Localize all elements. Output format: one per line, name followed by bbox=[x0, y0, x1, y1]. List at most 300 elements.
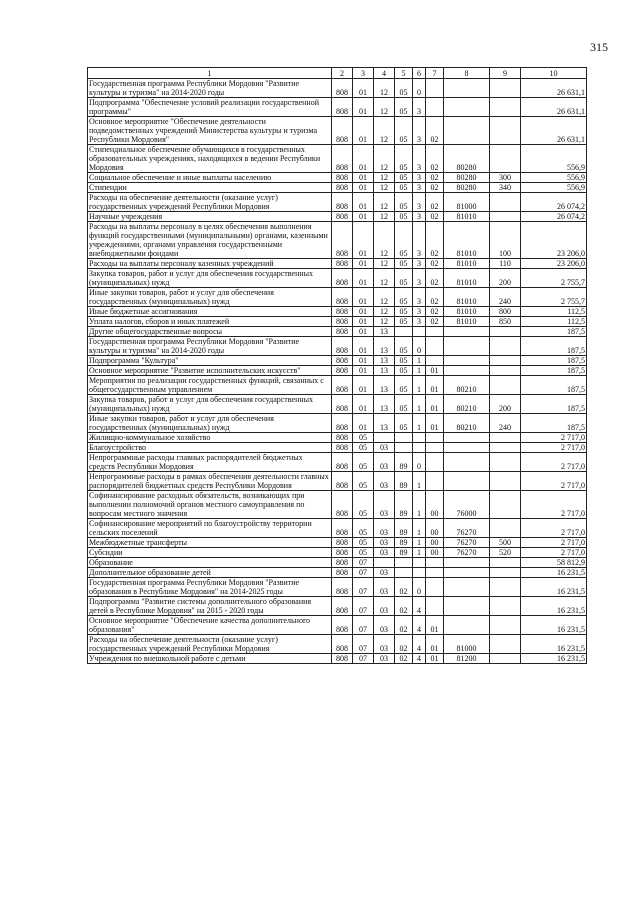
code-cell: 3 bbox=[413, 117, 426, 145]
row-name-cell: Дополнительное образование детей bbox=[88, 568, 332, 578]
code-cell: 808 bbox=[332, 395, 353, 414]
code-cell: 05 bbox=[395, 307, 413, 317]
sum-cell: 2 717,0 bbox=[521, 443, 587, 453]
code-cell: 80210 bbox=[444, 395, 490, 414]
code-cell bbox=[426, 433, 444, 443]
code-cell: 05 bbox=[395, 145, 413, 173]
code-cell: 01 bbox=[353, 79, 374, 98]
code-cell: 01 bbox=[353, 259, 374, 269]
code-cell bbox=[444, 98, 490, 117]
code-cell: 3 bbox=[413, 222, 426, 259]
code-cell: 1 bbox=[413, 491, 426, 519]
sum-cell: 16 231,5 bbox=[521, 616, 587, 635]
code-cell: 01 bbox=[353, 173, 374, 183]
code-cell: 12 bbox=[374, 307, 395, 317]
code-cell: 81010 bbox=[444, 269, 490, 288]
code-cell: 3 bbox=[413, 145, 426, 173]
code-cell bbox=[395, 443, 413, 453]
code-cell: 01 bbox=[353, 145, 374, 173]
code-cell: 89 bbox=[395, 548, 413, 558]
code-cell: 81200 bbox=[444, 654, 490, 664]
sum-cell: 187,5 bbox=[521, 327, 587, 337]
code-cell: 01 bbox=[353, 327, 374, 337]
code-cell bbox=[490, 193, 521, 212]
row-name-cell: Основное мероприятие "Обеспечение деятельности подведомственных учреждений Министерства культуры и туризма Республики Мордовия" bbox=[88, 117, 332, 145]
table-row bbox=[88, 183, 587, 193]
row-name-cell: Подпрограмма "Обеспечение условий реализации государственной программы" bbox=[88, 98, 332, 117]
code-cell: 850 bbox=[490, 317, 521, 327]
row-name-cell: Государственная программа Республики Мордовия "Развитие образования в Республике Мордовия" на 2014-2025 годы bbox=[88, 578, 332, 597]
code-cell: 1 bbox=[413, 538, 426, 548]
code-cell: 1 bbox=[413, 395, 426, 414]
row-name-cell: Социальное обеспечение и иные выплаты населению bbox=[88, 173, 332, 183]
column-header: 7 bbox=[426, 68, 444, 79]
code-cell: 89 bbox=[395, 519, 413, 538]
row-name-cell: Мероприятия по реализации государственных функций, связанных с общегосударственным управлением bbox=[88, 376, 332, 395]
table-row bbox=[88, 288, 587, 307]
code-cell: 01 bbox=[426, 616, 444, 635]
row-name-cell: Другие общегосударственные вопросы bbox=[88, 327, 332, 337]
code-cell: 0 bbox=[413, 79, 426, 98]
row-name-cell: Подпрограмма "Развитие системы дополнительного образования детей в Республике Мордовия" на 2015 - 2020 годы bbox=[88, 597, 332, 616]
code-cell: 03 bbox=[374, 616, 395, 635]
code-cell: 01 bbox=[353, 288, 374, 307]
code-cell: 01 bbox=[426, 376, 444, 395]
table-row bbox=[88, 616, 587, 635]
code-cell bbox=[374, 558, 395, 568]
sum-cell: 187,5 bbox=[521, 356, 587, 366]
code-cell: 808 bbox=[332, 568, 353, 578]
code-cell: 808 bbox=[332, 376, 353, 395]
code-cell bbox=[426, 356, 444, 366]
code-cell bbox=[426, 327, 444, 337]
code-cell: 4 bbox=[413, 597, 426, 616]
code-cell bbox=[413, 433, 426, 443]
code-cell: 02 bbox=[395, 635, 413, 654]
code-cell: 05 bbox=[395, 288, 413, 307]
code-cell: 01 bbox=[426, 414, 444, 433]
code-cell: 05 bbox=[395, 222, 413, 259]
code-cell bbox=[490, 443, 521, 453]
sum-cell: 26 074,2 bbox=[521, 212, 587, 222]
code-cell: 02 bbox=[426, 259, 444, 269]
row-name-cell: Расходы на выплаты персоналу казенных учреждений bbox=[88, 259, 332, 269]
code-cell: 1 bbox=[413, 366, 426, 376]
code-cell: 01 bbox=[353, 337, 374, 356]
table-row bbox=[88, 259, 587, 269]
table-row bbox=[88, 193, 587, 212]
code-cell: 808 bbox=[332, 307, 353, 317]
column-header: 6 bbox=[413, 68, 426, 79]
sum-cell: 16 231,5 bbox=[521, 568, 587, 578]
code-cell bbox=[490, 79, 521, 98]
code-cell: 808 bbox=[332, 654, 353, 664]
code-cell bbox=[444, 578, 490, 597]
table-row bbox=[88, 222, 587, 259]
sum-cell: 187,5 bbox=[521, 366, 587, 376]
column-header: 9 bbox=[490, 68, 521, 79]
code-cell: 12 bbox=[374, 212, 395, 222]
sum-cell: 23 206,0 bbox=[521, 222, 587, 259]
code-cell: 05 bbox=[395, 356, 413, 366]
sum-cell: 187,5 bbox=[521, 337, 587, 356]
code-cell: 01 bbox=[353, 356, 374, 366]
code-cell: 05 bbox=[395, 117, 413, 145]
code-cell: 1 bbox=[413, 356, 426, 366]
code-cell: 05 bbox=[395, 212, 413, 222]
code-cell: 0 bbox=[413, 578, 426, 597]
code-cell: 05 bbox=[353, 491, 374, 519]
code-cell bbox=[395, 327, 413, 337]
code-cell bbox=[413, 443, 426, 453]
table-row bbox=[88, 79, 587, 98]
code-cell: 520 bbox=[490, 548, 521, 558]
code-cell bbox=[426, 558, 444, 568]
row-name-cell: Софинансирование расходных обязательств, возникающих при выполнении полномочий органов местного самоуправления по вопросам местного значения bbox=[88, 491, 332, 519]
table-row bbox=[88, 472, 587, 491]
code-cell: 07 bbox=[353, 597, 374, 616]
row-name-cell: Уплата налогов, сборов и иных платежей bbox=[88, 317, 332, 327]
code-cell: 01 bbox=[353, 414, 374, 433]
row-name-cell: Подпрограмма "Культура" bbox=[88, 356, 332, 366]
table-row bbox=[88, 578, 587, 597]
code-cell: 03 bbox=[374, 472, 395, 491]
table-row bbox=[88, 654, 587, 664]
code-cell bbox=[444, 597, 490, 616]
code-cell: 808 bbox=[332, 222, 353, 259]
row-name-cell: Закупка товаров, работ и услуг для обеспечения государственных (муниципальных) нужд bbox=[88, 269, 332, 288]
code-cell: 07 bbox=[353, 578, 374, 597]
code-cell bbox=[490, 616, 521, 635]
code-cell: 3 bbox=[413, 193, 426, 212]
code-cell: 800 bbox=[490, 307, 521, 317]
code-cell bbox=[395, 433, 413, 443]
code-cell: 00 bbox=[426, 519, 444, 538]
code-cell: 05 bbox=[353, 472, 374, 491]
code-cell: 02 bbox=[426, 317, 444, 327]
code-cell: 808 bbox=[332, 597, 353, 616]
code-cell bbox=[426, 453, 444, 472]
code-cell: 500 bbox=[490, 538, 521, 548]
code-cell: 3 bbox=[413, 212, 426, 222]
code-cell: 808 bbox=[332, 317, 353, 327]
code-cell: 01 bbox=[353, 307, 374, 317]
code-cell: 76000 bbox=[444, 491, 490, 519]
code-cell: 01 bbox=[353, 366, 374, 376]
code-cell bbox=[444, 337, 490, 356]
table-row bbox=[88, 443, 587, 453]
code-cell bbox=[490, 337, 521, 356]
code-cell: 13 bbox=[374, 376, 395, 395]
table-row bbox=[88, 414, 587, 433]
sum-cell: 26 631,1 bbox=[521, 79, 587, 98]
column-header: 3 bbox=[353, 68, 374, 79]
code-cell: 05 bbox=[395, 317, 413, 327]
table-row bbox=[88, 558, 587, 568]
row-name-cell: Основное мероприятие "Развитие исполнительских искусств" bbox=[88, 366, 332, 376]
code-cell: 81010 bbox=[444, 317, 490, 327]
code-cell: 200 bbox=[490, 395, 521, 414]
code-cell: 808 bbox=[332, 173, 353, 183]
code-cell: 808 bbox=[332, 98, 353, 117]
sum-cell: 2 717,0 bbox=[521, 519, 587, 538]
code-cell: 80280 bbox=[444, 183, 490, 193]
table-row bbox=[88, 597, 587, 616]
sum-cell: 23 206,0 bbox=[521, 259, 587, 269]
sum-cell: 26 631,1 bbox=[521, 98, 587, 117]
sum-cell: 187,5 bbox=[521, 395, 587, 414]
row-name-cell: Софинансирование мероприятий по благоустройству территории сельских поселений bbox=[88, 519, 332, 538]
table-header-row bbox=[88, 68, 587, 79]
code-cell: 12 bbox=[374, 98, 395, 117]
table-row bbox=[88, 519, 587, 538]
code-cell: 03 bbox=[374, 654, 395, 664]
code-cell: 3 bbox=[413, 269, 426, 288]
code-cell: 110 bbox=[490, 259, 521, 269]
code-cell: 808 bbox=[332, 453, 353, 472]
table-row bbox=[88, 538, 587, 548]
code-cell: 1 bbox=[413, 376, 426, 395]
row-name-cell: Закупка товаров, работ и услуг для обеспечения государственных (муниципальных) нужд bbox=[88, 395, 332, 414]
sum-cell: 556,9 bbox=[521, 145, 587, 173]
code-cell: 05 bbox=[395, 376, 413, 395]
sum-cell: 16 231,5 bbox=[521, 578, 587, 597]
code-cell: 03 bbox=[374, 519, 395, 538]
code-cell: 02 bbox=[426, 307, 444, 317]
code-cell: 00 bbox=[426, 548, 444, 558]
code-cell: 07 bbox=[353, 616, 374, 635]
code-cell: 01 bbox=[353, 395, 374, 414]
code-cell: 01 bbox=[353, 183, 374, 193]
code-cell bbox=[374, 433, 395, 443]
code-cell: 200 bbox=[490, 269, 521, 288]
row-name-cell: Стипендиальное обеспечение обучающихся в государственных образовательных учреждениях, находящихся в ведении Республики Мордовия bbox=[88, 145, 332, 173]
code-cell bbox=[444, 558, 490, 568]
code-cell: 01 bbox=[353, 269, 374, 288]
code-cell: 07 bbox=[353, 635, 374, 654]
code-cell: 808 bbox=[332, 366, 353, 376]
code-cell: 02 bbox=[426, 183, 444, 193]
row-name-cell: Государственная программа Республики Мордовия "Развитие культуры и туризма" на 2014-2020 годы bbox=[88, 337, 332, 356]
code-cell: 80210 bbox=[444, 376, 490, 395]
code-cell: 01 bbox=[353, 98, 374, 117]
table-row bbox=[88, 568, 587, 578]
column-header: 5 bbox=[395, 68, 413, 79]
code-cell: 12 bbox=[374, 79, 395, 98]
code-cell: 05 bbox=[353, 433, 374, 443]
code-cell: 89 bbox=[395, 538, 413, 548]
sum-cell: 16 231,5 bbox=[521, 654, 587, 664]
code-cell bbox=[490, 568, 521, 578]
code-cell: 808 bbox=[332, 327, 353, 337]
code-cell: 13 bbox=[374, 395, 395, 414]
code-cell: 03 bbox=[374, 491, 395, 519]
code-cell: 13 bbox=[374, 327, 395, 337]
code-cell: 05 bbox=[395, 193, 413, 212]
code-cell: 81010 bbox=[444, 222, 490, 259]
code-cell: 13 bbox=[374, 337, 395, 356]
table-row bbox=[88, 376, 587, 395]
row-name-cell: Государственная программа Республики Мордовия "Развитие культуры и туризма" на 2014-2020 годы bbox=[88, 79, 332, 98]
code-cell: 1 bbox=[413, 548, 426, 558]
table-row bbox=[88, 317, 587, 327]
row-name-cell: Расходы на обеспечение деятельности (оказание услуг) государственных учреждений Республики Мордовия bbox=[88, 193, 332, 212]
row-name-cell: Расходы на выплаты персоналу в целях обеспечения выполнения функций государственными (муниципальными) органами, казенными учреждениями, органами управления государственными внебюджетными фондами bbox=[88, 222, 332, 259]
code-cell: 0 bbox=[413, 453, 426, 472]
table-row bbox=[88, 173, 587, 183]
code-cell: 808 bbox=[332, 269, 353, 288]
sum-cell: 2 717,0 bbox=[521, 433, 587, 443]
code-cell: 808 bbox=[332, 183, 353, 193]
code-cell bbox=[490, 433, 521, 443]
code-cell: 02 bbox=[426, 269, 444, 288]
page-number: 315 bbox=[590, 40, 608, 54]
code-cell: 0 bbox=[413, 337, 426, 356]
code-cell bbox=[395, 558, 413, 568]
code-cell: 3 bbox=[413, 98, 426, 117]
row-name-cell: Основное мероприятие "Обеспечение качества дополнительного образования" bbox=[88, 616, 332, 635]
code-cell: 02 bbox=[395, 578, 413, 597]
sum-cell: 556,9 bbox=[521, 173, 587, 183]
sum-cell: 16 231,5 bbox=[521, 635, 587, 654]
code-cell: 808 bbox=[332, 578, 353, 597]
table-row bbox=[88, 212, 587, 222]
code-cell: 03 bbox=[374, 635, 395, 654]
code-cell: 02 bbox=[426, 145, 444, 173]
table-row bbox=[88, 356, 587, 366]
code-cell bbox=[426, 472, 444, 491]
code-cell: 808 bbox=[332, 635, 353, 654]
code-cell: 03 bbox=[374, 443, 395, 453]
code-cell: 808 bbox=[332, 472, 353, 491]
code-cell: 80280 bbox=[444, 173, 490, 183]
code-cell: 808 bbox=[332, 548, 353, 558]
code-cell: 808 bbox=[332, 433, 353, 443]
code-cell: 80210 bbox=[444, 414, 490, 433]
sum-cell: 2 717,0 bbox=[521, 548, 587, 558]
sum-cell: 2 717,0 bbox=[521, 472, 587, 491]
code-cell: 76270 bbox=[444, 538, 490, 548]
code-cell bbox=[490, 327, 521, 337]
code-cell bbox=[444, 616, 490, 635]
code-cell: 808 bbox=[332, 443, 353, 453]
table-row bbox=[88, 117, 587, 145]
code-cell bbox=[444, 366, 490, 376]
code-cell: 81010 bbox=[444, 259, 490, 269]
code-cell bbox=[395, 568, 413, 578]
code-cell bbox=[490, 212, 521, 222]
code-cell bbox=[490, 366, 521, 376]
code-cell: 808 bbox=[332, 519, 353, 538]
code-cell: 808 bbox=[332, 337, 353, 356]
code-cell: 03 bbox=[374, 538, 395, 548]
code-cell bbox=[490, 578, 521, 597]
code-cell bbox=[490, 519, 521, 538]
code-cell: 00 bbox=[426, 538, 444, 548]
code-cell bbox=[490, 98, 521, 117]
code-cell: 81000 bbox=[444, 193, 490, 212]
code-cell: 02 bbox=[426, 193, 444, 212]
code-cell: 01 bbox=[426, 366, 444, 376]
code-cell: 12 bbox=[374, 222, 395, 259]
row-name-cell: Расходы на обеспечение деятельности (оказание услуг) государственных учреждений Республики Мордовия bbox=[88, 635, 332, 654]
code-cell bbox=[444, 453, 490, 472]
row-name-cell: Иные закупки товаров, работ и услуг для обеспечения государственных (муниципальных) нужд bbox=[88, 288, 332, 307]
code-cell: 80280 bbox=[444, 145, 490, 173]
code-cell: 05 bbox=[395, 79, 413, 98]
code-cell bbox=[490, 145, 521, 173]
code-cell: 340 bbox=[490, 183, 521, 193]
code-cell bbox=[444, 433, 490, 443]
row-name-cell: Жилищно-коммунальное хозяйство bbox=[88, 433, 332, 443]
code-cell bbox=[490, 558, 521, 568]
code-cell: 3 bbox=[413, 288, 426, 307]
table-body bbox=[88, 79, 587, 664]
code-cell: 02 bbox=[426, 288, 444, 307]
code-cell: 3 bbox=[413, 317, 426, 327]
code-cell: 81010 bbox=[444, 288, 490, 307]
code-cell: 808 bbox=[332, 491, 353, 519]
code-cell: 81000 bbox=[444, 635, 490, 654]
code-cell: 01 bbox=[426, 635, 444, 654]
code-cell: 808 bbox=[332, 193, 353, 212]
code-cell: 12 bbox=[374, 173, 395, 183]
code-cell: 05 bbox=[395, 395, 413, 414]
code-cell: 4 bbox=[413, 616, 426, 635]
table-row bbox=[88, 395, 587, 414]
code-cell bbox=[490, 635, 521, 654]
row-name-cell: Благоустройство bbox=[88, 443, 332, 453]
code-cell: 12 bbox=[374, 317, 395, 327]
table-row bbox=[88, 548, 587, 558]
column-header: 2 bbox=[332, 68, 353, 79]
code-cell: 03 bbox=[374, 453, 395, 472]
code-cell bbox=[444, 79, 490, 98]
code-cell: 07 bbox=[353, 654, 374, 664]
code-cell: 808 bbox=[332, 79, 353, 98]
code-cell: 13 bbox=[374, 356, 395, 366]
row-name-cell: Стипендии bbox=[88, 183, 332, 193]
table-row bbox=[88, 337, 587, 356]
code-cell: 81010 bbox=[444, 307, 490, 317]
sum-cell: 2 717,0 bbox=[521, 491, 587, 519]
table-row bbox=[88, 327, 587, 337]
code-cell: 89 bbox=[395, 472, 413, 491]
code-cell bbox=[490, 117, 521, 145]
code-cell: 808 bbox=[332, 288, 353, 307]
sum-cell: 2 755,7 bbox=[521, 269, 587, 288]
code-cell: 01 bbox=[426, 654, 444, 664]
code-cell bbox=[426, 79, 444, 98]
code-cell: 12 bbox=[374, 288, 395, 307]
code-cell: 01 bbox=[353, 317, 374, 327]
code-cell: 3 bbox=[413, 183, 426, 193]
sum-cell: 2 717,0 bbox=[521, 453, 587, 472]
code-cell bbox=[426, 337, 444, 356]
code-cell: 13 bbox=[374, 366, 395, 376]
code-cell bbox=[413, 568, 426, 578]
row-name-cell: Непрограммные расходы в рамках обеспечения деятельности главных распорядителей бюджетных средств Республики Мордовия bbox=[88, 472, 332, 491]
code-cell: 05 bbox=[353, 538, 374, 548]
code-cell bbox=[426, 98, 444, 117]
code-cell bbox=[490, 453, 521, 472]
sum-cell: 26 074,2 bbox=[521, 193, 587, 212]
code-cell: 76270 bbox=[444, 548, 490, 558]
table-row bbox=[88, 635, 587, 654]
code-cell: 76270 bbox=[444, 519, 490, 538]
code-cell: 05 bbox=[353, 548, 374, 558]
column-header: 4 bbox=[374, 68, 395, 79]
